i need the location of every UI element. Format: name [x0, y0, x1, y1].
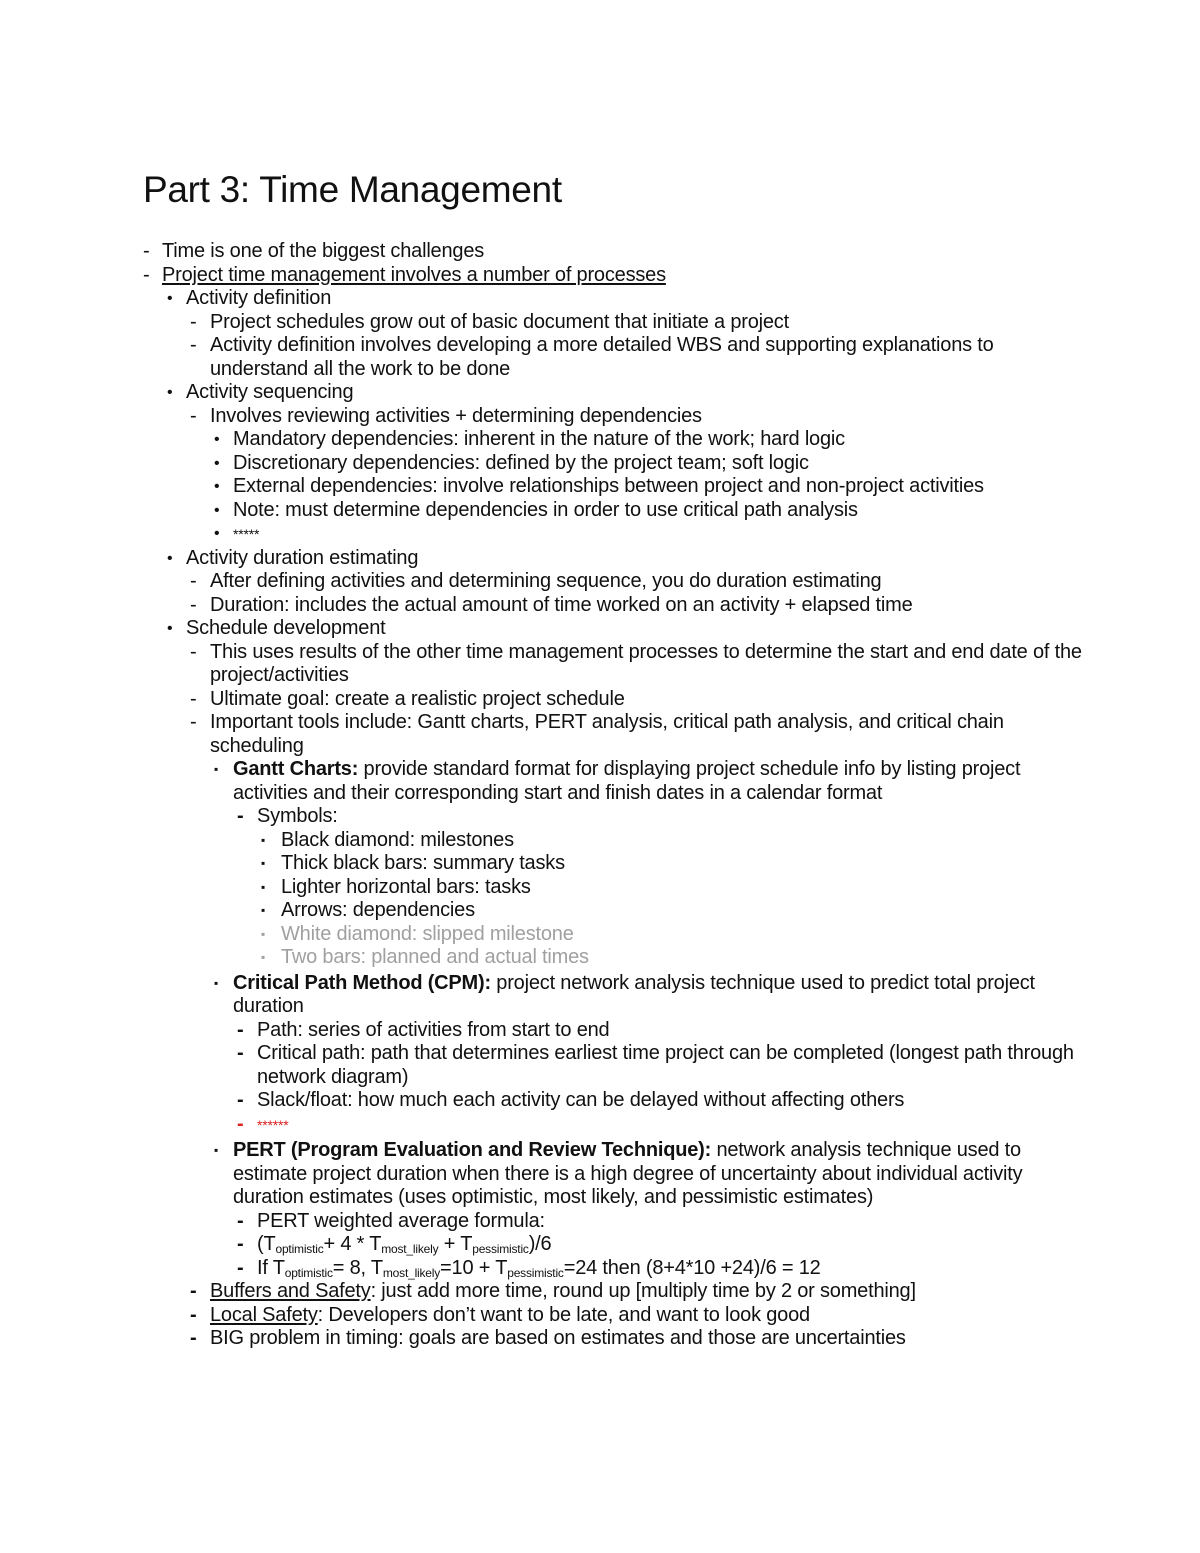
list-item [143, 876, 1083, 900]
list-item-text: : Developers don’t want to be late, and want to look good [317, 1303, 810, 1326]
dash-bullet: - [237, 1233, 244, 1255]
list-item-text: Project schedules grow out of basic document that initiate a project [210, 310, 789, 333]
section-heading [143, 547, 1083, 571]
dot-bullet: • [214, 431, 220, 448]
square-bullet: ▪ [261, 832, 266, 847]
list-item [143, 334, 1083, 381]
list-item-text: Activity definition involves developing a more detailed WBS and supporting explanations to understand all the work to be done [210, 334, 994, 380]
section-heading-text: Schedule development [186, 617, 386, 639]
dash-bullet: - [190, 404, 197, 427]
list-item-text: Ultimate goal: create a realistic project schedule [210, 687, 625, 710]
list-item-text: ***** [233, 526, 260, 542]
list-item [143, 475, 1083, 499]
section-heading [143, 381, 1083, 405]
dash-bullet: - [237, 1112, 244, 1135]
dash-bullet: - [190, 1327, 197, 1349]
page-title: Part 3: Time Management [143, 169, 562, 210]
list-item [143, 852, 1083, 876]
list-item [143, 946, 1083, 970]
square-bullet: ▪ [214, 975, 219, 990]
gantt-item [143, 758, 1083, 805]
pert-example [143, 1257, 1083, 1281]
formula-text: )/6 [528, 1233, 552, 1255]
list-item [143, 805, 1083, 829]
formula-subscript: optimistic [275, 1242, 324, 1256]
list-item-text: This uses results of the other time management processes to determine the start and end date of the project/activities [210, 640, 1082, 686]
list-item [143, 311, 1083, 335]
section-heading-text: Activity definition [186, 287, 332, 309]
dash-bullet: - [190, 1280, 197, 1302]
dash-bullet: - [237, 805, 244, 827]
pert-formula [143, 1233, 1083, 1257]
formula-text: + 4 * T [323, 1233, 382, 1255]
list-item [143, 1210, 1083, 1234]
formula-subscript: pessimistic [472, 1242, 529, 1256]
dot-bullet: • [167, 549, 173, 567]
list-item-text: Critical path: path that determines earliest time project can be completed (longest path through network diagram) [257, 1042, 1074, 1088]
dot-bullet: • [214, 478, 220, 495]
dash-bullet: - [143, 263, 150, 286]
list-item [143, 899, 1083, 923]
list-item [143, 570, 1083, 594]
formula-subscript: most_likely [382, 1265, 441, 1280]
list-item-text: Black diamond: milestones [281, 828, 514, 851]
list-item-text: Two bars: planned and actual times [281, 946, 589, 968]
square-bullet: ▪ [261, 903, 266, 917]
list-item-text: Slack/float: how much each activity can be delayed without affecting others [257, 1089, 905, 1111]
dot-bullet: • [167, 384, 173, 401]
section-heading [143, 287, 1083, 311]
dash-bullet: - [237, 1256, 244, 1279]
dash-bullet: - [237, 1089, 244, 1111]
list-item [143, 1113, 1083, 1138]
gantt-text: provide standard format for displaying project schedule info by listing project activities and their corresponding start and finish dates in a calendar format [233, 758, 1021, 804]
formula-text: =10 + T [440, 1256, 508, 1279]
pert-item [143, 1139, 1083, 1210]
list-item-text: ****** [257, 1116, 289, 1133]
list-item [143, 829, 1083, 853]
list-item [143, 452, 1083, 476]
list-item-text: Mandatory dependencies: inherent in the nature of the work; hard logic [233, 428, 845, 450]
cpm-item [143, 972, 1083, 1019]
dash-bullet: - [190, 711, 197, 733]
list-item [143, 522, 1083, 547]
dash-bullet: - [237, 1042, 244, 1064]
list-item-text: Important tools include: Gantt charts, PERT analysis, critical path analysis, and critical chain scheduling [210, 711, 1004, 757]
list-item-text: Note: must determine dependencies in order to use critical path analysis [233, 498, 858, 521]
section-heading-text: Activity duration estimating [186, 546, 419, 569]
dot-bullet: • [167, 620, 173, 637]
formula-subscript: most_likely [381, 1242, 439, 1256]
section-heading-text: Activity sequencing [186, 381, 354, 403]
square-bullet: ▪ [261, 926, 266, 941]
formula-text: If T [257, 1256, 285, 1279]
list-item-text: Arrows: dependencies [281, 899, 475, 921]
list-item [143, 594, 1083, 618]
formula-text: =24 then (8+4*10 +24)/6 = 12 [563, 1256, 821, 1279]
dash-bullet: - [190, 687, 197, 710]
square-bullet: ▪ [261, 879, 266, 894]
dash-bullet: - [190, 1303, 197, 1326]
list-item-text: External dependencies: involve relationships between project and non-project activities [233, 475, 984, 497]
pert-text: network analysis technique used to estimate project duration when there is a high degree of uncertainty about individual activity duration estimates (uses optimistic, most likely, and pessimistic estimates) [233, 1139, 1023, 1208]
list-item-text: After defining activities and determining sequence, you do duration estimating [210, 570, 882, 592]
cpm-text: project network analysis technique used to predict total project duration [233, 971, 1035, 1017]
square-bullet: ▪ [214, 762, 219, 776]
list-item [143, 688, 1083, 712]
document-page [143, 168, 1083, 1351]
dash-bullet: - [237, 1018, 244, 1041]
square-bullet: ▪ [261, 856, 266, 870]
cpm-label: Critical Path Method (CPM): [233, 971, 491, 994]
dot-bullet: • [214, 525, 220, 542]
dash-bullet: - [190, 310, 197, 333]
list-item [143, 711, 1083, 758]
list-item-text: Discretionary dependencies: defined by the project team; soft logic [233, 451, 809, 474]
formula-text: (T [257, 1233, 276, 1255]
list-item [143, 1089, 1083, 1113]
list-item [143, 499, 1083, 523]
list-item [143, 405, 1083, 429]
dot-bullet: • [214, 454, 220, 472]
list-item-text: PERT weighted average formula: [257, 1209, 545, 1232]
section-heading [143, 617, 1083, 641]
list-item-text: Path: series of activities from start to end [257, 1018, 610, 1041]
dash-bullet: - [190, 593, 197, 616]
list-item-text: Project time management involves a number of processes [162, 263, 666, 286]
formula-text: + T [438, 1233, 473, 1255]
list-item-text: Symbols: [257, 805, 338, 827]
list-item [143, 1280, 1083, 1304]
formula-text: = 8, T [332, 1256, 383, 1279]
list-item [143, 641, 1083, 688]
list-item [143, 428, 1083, 452]
list-item [143, 1019, 1083, 1043]
list-item-text: BIG problem in timing: goals are based on estimates and those are uncertainties [210, 1327, 906, 1349]
list-item-text: Duration: includes the actual amount of time worked on an activity + elapsed time [210, 593, 913, 616]
list-item [143, 1327, 1083, 1351]
gantt-label: Gantt Charts: [233, 758, 359, 780]
square-bullet: ▪ [214, 1143, 219, 1157]
square-bullet: ▪ [261, 950, 266, 964]
dot-bullet: • [214, 501, 220, 519]
formula-subscript: optimistic [284, 1265, 333, 1280]
list-item-text: Thick black bars: summary tasks [281, 852, 565, 874]
list-item-text: Lighter horizontal bars: tasks [281, 875, 531, 898]
list-item [143, 1304, 1083, 1328]
dash-bullet: - [237, 1209, 244, 1232]
list-item [143, 923, 1083, 947]
dash-bullet: - [190, 640, 197, 663]
formula-subscript: pessimistic [507, 1265, 564, 1280]
list-item [143, 240, 1083, 264]
list-item-text: : just add more time, round up [multiply time by 2 or something] [370, 1280, 916, 1302]
list-item-text: Involves reviewing activities + determining dependencies [210, 404, 702, 427]
dash-bullet: - [143, 240, 150, 262]
list-item [143, 1042, 1083, 1089]
list-item [143, 264, 1083, 288]
dash-bullet: - [190, 570, 197, 592]
dash-bullet: - [190, 334, 197, 356]
local-safety-label: Local Safety [210, 1303, 318, 1326]
dot-bullet: • [167, 290, 173, 307]
pert-label: PERT (Program Evaluation and Review Technique): [233, 1139, 712, 1161]
list-item-text: Time is one of the biggest challenges [162, 240, 485, 262]
list-item-text: White diamond: slipped milestone [281, 922, 574, 945]
buffers-label: Buffers and Safety [210, 1280, 371, 1302]
